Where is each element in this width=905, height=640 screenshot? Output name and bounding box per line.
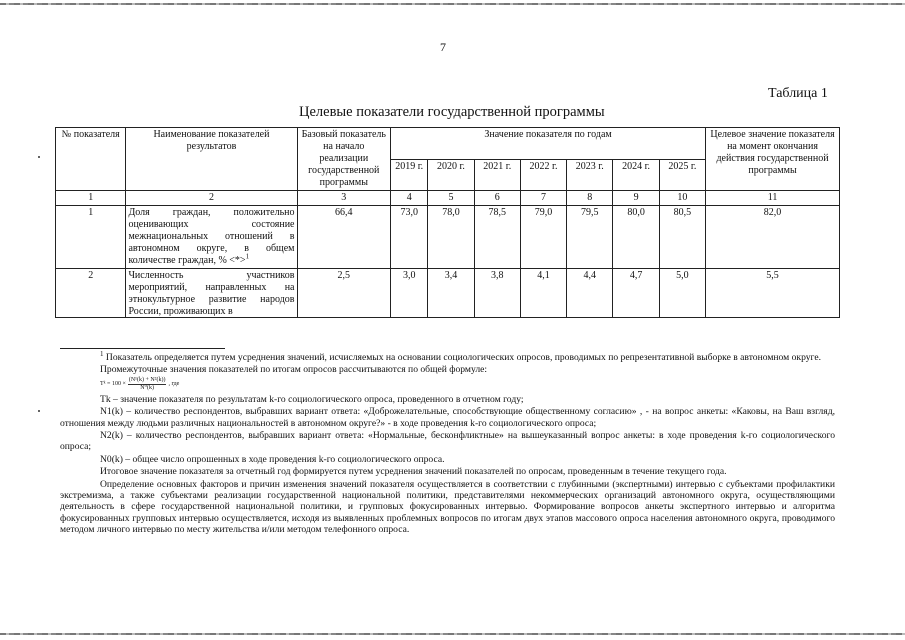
year-value: 80,0 — [613, 206, 659, 269]
page-title: Целевые показатели государственной программы — [299, 104, 605, 120]
page-number: 7 — [440, 40, 446, 54]
header-name: Наименование показателей результатов — [126, 128, 297, 191]
column-number: 8 — [567, 191, 613, 206]
base-value: 66,4 — [297, 206, 391, 269]
header-base: Базовый показатель на начало реализации государственной программы — [297, 128, 391, 191]
final-value-note: Итоговое значение показателя за отчетный год формируется путем усреднения значений показателей по опросам, проведенным в течение текущего года. — [100, 466, 727, 478]
definition-tk: Tk – значение показателя по результатам k-го социологического опроса, проведенного в отчетном году; — [100, 393, 524, 405]
header-target: Целевое значение показателя на момент окончания действия государственной программы — [706, 128, 840, 191]
table-header-row — [56, 128, 840, 160]
formula — [100, 377, 835, 392]
footnotes — [60, 349, 835, 537]
year-value: 3,0 — [391, 269, 428, 318]
target-value: 82,0 — [706, 206, 840, 269]
formula-intro: Промежуточные значения показателей по итогам опросов рассчитываются по общей формуле: — [100, 364, 488, 376]
year-value: 73,0 — [391, 206, 428, 269]
table-column-numbers-row — [56, 191, 840, 206]
column-number: 10 — [659, 191, 705, 206]
factors-note: Определение основных факторов и причин изменения значений показателя осуществляется в соответствии с глубинными (экспертными) интервью с субъектами профилактики экстремизма, а также субъектами реализации государственной национальной политики, представителями некоммерческих организаций автономного округа, осуществляющими деятельность в сфере государственной национальной политики, и групповых фокусированных интервью. Формирование вопросов анкеты экспертного интервью и алгоритма фокусированных групповых интервью осуществляется, исходя из выявленных проблемных вопросов по итогам двух этапов массового опроса населения автономного округа, проводимого методом личного интервью по месту жительства и/или методом телефонного опроса. — [60, 478, 835, 536]
column-number: 5 — [428, 191, 474, 206]
year-value: 3,8 — [474, 269, 520, 318]
header-number: № показателя — [56, 128, 126, 191]
table-row — [56, 269, 840, 318]
column-number: 9 — [613, 191, 659, 206]
formula-tail: , где — [168, 380, 180, 387]
formula-left: Tᵏ = 100 × — [100, 380, 126, 387]
definition-n1: N1(k) – количество респондентов, выбравших вариант ответа: «Доброжелательные, способствующие общественному согласию» , - на вопрос анкеты: «Каковы, на Ваш взгляд, отношения между людьми различных национальностей в автономном округе?» - в ходе проведения k-го социологического опроса; — [60, 406, 835, 429]
header-year: 2023 г. — [567, 159, 613, 191]
year-value: 79,0 — [520, 206, 566, 269]
column-number: 4 — [391, 191, 428, 206]
indicator-name — [126, 206, 297, 269]
scan-top-edge — [0, 3, 905, 5]
definition-n2: N2(k) – количество респондентов, выбравших вариант ответа: «Нормальные, бесконфликтные» на вышеуказанный вопрос анкеты: в ходе проведения k-го социологического опроса; — [60, 430, 835, 453]
header-year: 2025 г. — [659, 159, 705, 191]
footnote-1 — [60, 349, 835, 363]
year-value: 3,4 — [428, 269, 474, 318]
column-number: 6 — [474, 191, 520, 206]
scan-bottom-edge — [0, 633, 905, 635]
header-year: 2024 г. — [613, 159, 659, 191]
indicator-name-text: Доля граждан, положительно оценивающих состояние межнациональных отношений в автономном округе, в общем количестве граждан, % <*> — [128, 207, 295, 266]
column-number: 11 — [706, 191, 840, 206]
header-year: 2019 г. — [391, 159, 428, 191]
table-label: Таблица 1 — [768, 86, 828, 101]
year-value: 80,5 — [659, 206, 705, 269]
formula-fraction — [128, 377, 167, 392]
year-value: 4,1 — [520, 269, 566, 318]
column-number: 7 — [520, 191, 566, 206]
scan-speck — [38, 410, 40, 412]
year-value: 78,5 — [474, 206, 520, 269]
row-number: 2 — [56, 269, 126, 318]
indicators-table — [55, 127, 840, 318]
definition-n0: N0(k) – общее число опрошенных в ходе проведения k-го социологического опроса. — [100, 453, 445, 465]
indicator-name — [126, 269, 297, 318]
formula-numerator: (N¹(k) + N²(k)) — [128, 376, 166, 383]
footnote-text: Показатель определяется путем усреднения значений, исчисляемых на основании социологических опросов, проводимых по репрезентативной выборке в автономном округе. — [105, 352, 821, 363]
column-number: 2 — [126, 191, 297, 206]
formula-denominator: N⁰(k) — [140, 384, 155, 391]
column-number: 3 — [297, 191, 391, 206]
column-number: 1 — [56, 191, 126, 206]
row-number: 1 — [56, 206, 126, 269]
header-years-group: Значение показателя по годам — [391, 128, 706, 160]
base-value: 2,5 — [297, 269, 391, 318]
year-value: 79,5 — [567, 206, 613, 269]
header-year: 2022 г. — [520, 159, 566, 191]
footnote-separator — [60, 348, 225, 349]
header-year: 2020 г. — [428, 159, 474, 191]
year-value: 5,0 — [659, 269, 705, 318]
table-row — [56, 206, 840, 269]
scan-speck — [38, 156, 40, 158]
year-value: 78,0 — [428, 206, 474, 269]
footnote-marker: 1 — [100, 349, 104, 358]
year-value: 4,7 — [613, 269, 659, 318]
indicator-name-text: Численность участников мероприятий, направленных на этнокультурное развитие народов России, проживающих в — [128, 270, 295, 316]
target-value: 5,5 — [706, 269, 840, 318]
header-year: 2021 г. — [474, 159, 520, 191]
year-value: 4,4 — [567, 269, 613, 318]
footnote-mark: 1 — [245, 252, 250, 261]
